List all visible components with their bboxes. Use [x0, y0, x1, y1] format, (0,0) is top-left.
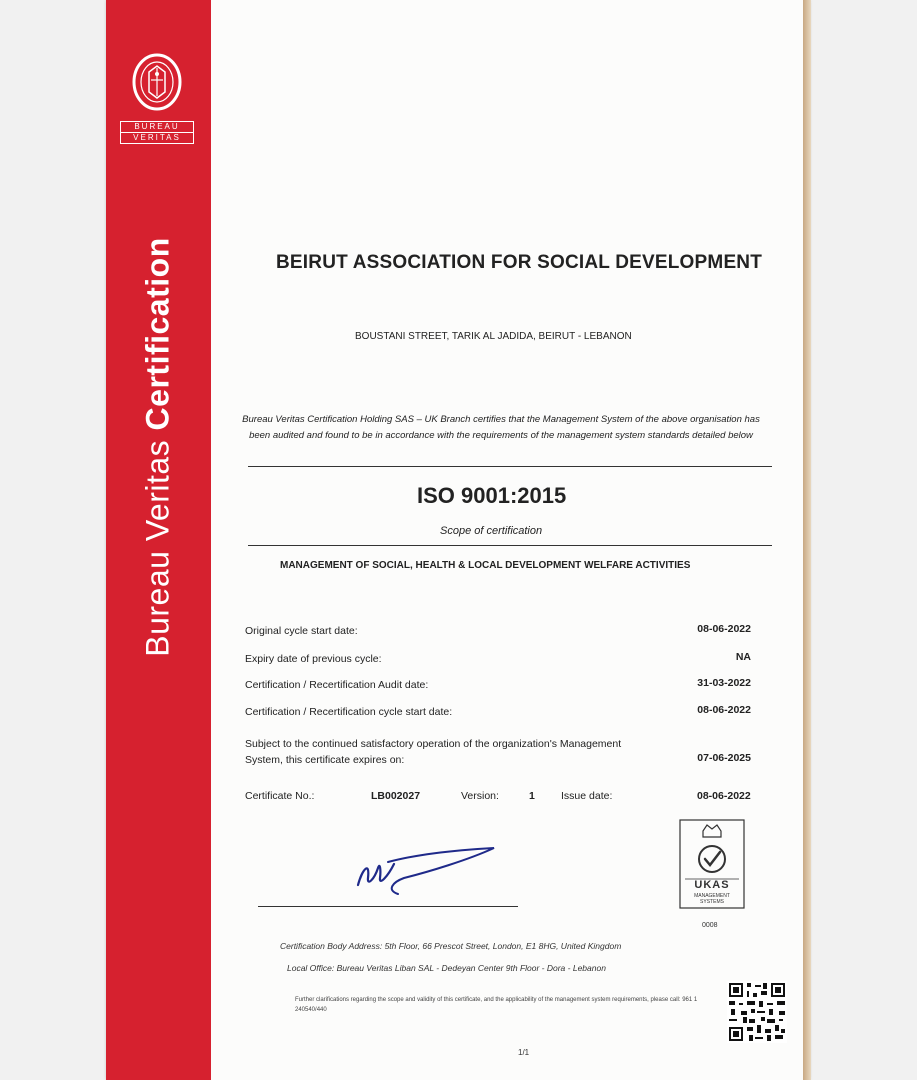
wordmark-bottom: VERITAS	[133, 133, 181, 142]
sidebar-title-light: Bureau Veritas	[139, 430, 176, 657]
page-number: 1/1	[518, 1048, 530, 1057]
certification-body-address: Certification Body Address: 5th Floor, 66 Prescot Street, London, E1 8HG, United Kingdom	[280, 941, 622, 951]
organisation-name: BEIRUT ASSOCIATION FOR SOCIAL DEVELOPMENT	[276, 252, 763, 273]
expiry-date: 07-06-2025	[697, 752, 751, 764]
signature	[348, 840, 498, 905]
ukas-code: 0008	[702, 922, 718, 929]
bureau-veritas-seal-logo	[131, 52, 183, 114]
date-value: 08-06-2022	[697, 623, 751, 635]
date-value: 08-06-2022	[697, 704, 751, 716]
paper-edge	[803, 0, 811, 1080]
date-label: Certification / Recertification cycle start date:	[245, 706, 453, 718]
expiry-statement: Subject to the continued satisfactory operation of the organization's Management System, this certificate expires on:	[245, 738, 622, 766]
date-value: 31-03-2022	[697, 677, 751, 689]
divider-bottom	[248, 545, 772, 546]
signature-line	[258, 906, 518, 907]
date-label: Certification / Recertification Audit date:	[245, 679, 429, 691]
version-value: 1	[529, 790, 535, 802]
certificate-number: LB002027	[371, 790, 421, 802]
certificate-number-label: Certificate No.:	[245, 790, 315, 802]
ukas-subtext: MANAGEMENT SYSTEMS	[694, 893, 730, 905]
clarifications-note: Further clarifications regarding the scope and validity of this certificate, and the applicability of the management system requirements, please call: 961 1 240540/440	[295, 997, 698, 1013]
ukas-text: UKAS	[694, 879, 730, 891]
bureau-veritas-wordmark	[120, 121, 194, 144]
scope-label: Scope of certification	[440, 525, 543, 537]
certificate-page	[106, 0, 810, 1080]
divider-top	[248, 466, 772, 467]
wordmark-top: BUREAU	[121, 122, 193, 133]
sidebar-title	[140, 237, 177, 656]
local-office-address: Local Office: Bureau Veritas Liban SAL - Dedeyan Center 9th Floor - Dora - Lebanon	[287, 963, 606, 973]
scope-text: MANAGEMENT OF SOCIAL, HEALTH & LOCAL DEVELOPMENT WELFARE ACTIVITIES	[280, 560, 691, 571]
organisation-address: BOUSTANI STREET, TARIK AL JADIDA, BEIRUT - LEBANON	[355, 331, 632, 342]
issue-date: 08-06-2022	[697, 790, 751, 802]
date-label: Expiry date of previous cycle:	[245, 653, 382, 665]
issue-date-label: Issue date:	[561, 790, 613, 802]
date-label: Original cycle start date:	[245, 625, 358, 637]
version-label: Version:	[461, 790, 499, 802]
sidebar-title-bold: Certification	[139, 237, 176, 431]
qr-code	[727, 981, 787, 1043]
certification-statement: Bureau Veritas Certification Holding SAS – UK Branch certifies that the Management System of the above organisation has been audited and found to be in accordance with the requirements of the management system standards detailed below	[242, 414, 760, 441]
standard-name: ISO 9001:2015	[417, 483, 567, 508]
date-value: NA	[735, 651, 751, 663]
